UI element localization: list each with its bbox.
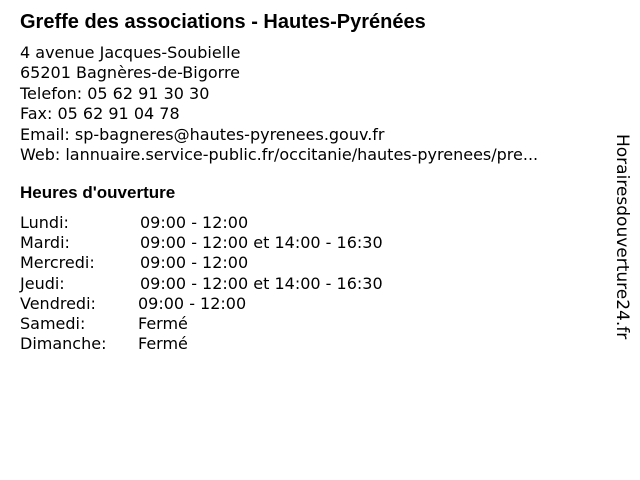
time-value: 09:00 - 12:00 (138, 293, 247, 313)
contact-block (20, 43, 538, 165)
address-city: 65201 Bagnères-de-Bigorre (20, 63, 241, 83)
time-value: 09:00 - 12:00 et 14:00 - 16:30 (140, 233, 383, 253)
day-label: Dimanche: (20, 334, 107, 354)
day-label: Lundi: (20, 213, 69, 232)
time-value: Fermé (138, 313, 188, 333)
day-label: Mardi: (20, 233, 70, 253)
day-label: Samedi: (20, 313, 86, 333)
address-street: 4 avenue Jacques-Soubielle (20, 43, 241, 62)
email-text: Email: sp-bagneres@hautes-pyrenees.gouv.fr (20, 124, 385, 144)
time-value: 09:00 - 12:00 et 14:00 - 16:30 (140, 273, 383, 293)
fax-text: Fax: 05 62 91 04 78 (20, 104, 180, 124)
hours-heading: Heures d'ouverture (20, 183, 176, 202)
site-watermark: Horairesdouverture24.fr (612, 134, 632, 340)
phone-text: Telefon: 05 62 91 30 30 (20, 83, 210, 103)
day-label: Jeudi: (20, 273, 65, 293)
time-value: 09:00 - 12:00 (140, 253, 249, 273)
time-value: 09:00 - 12:00 (140, 213, 249, 232)
page-title: Greffe des associations - Hautes-Pyrénées (20, 11, 426, 33)
day-label: Vendredi: (20, 293, 96, 313)
time-value: Fermé (138, 334, 188, 354)
web-text: Web: lannuaire.service-public.fr/occitanie/hautes-pyrenees/pre... (20, 144, 539, 164)
day-label: Mercredi: (20, 253, 95, 273)
